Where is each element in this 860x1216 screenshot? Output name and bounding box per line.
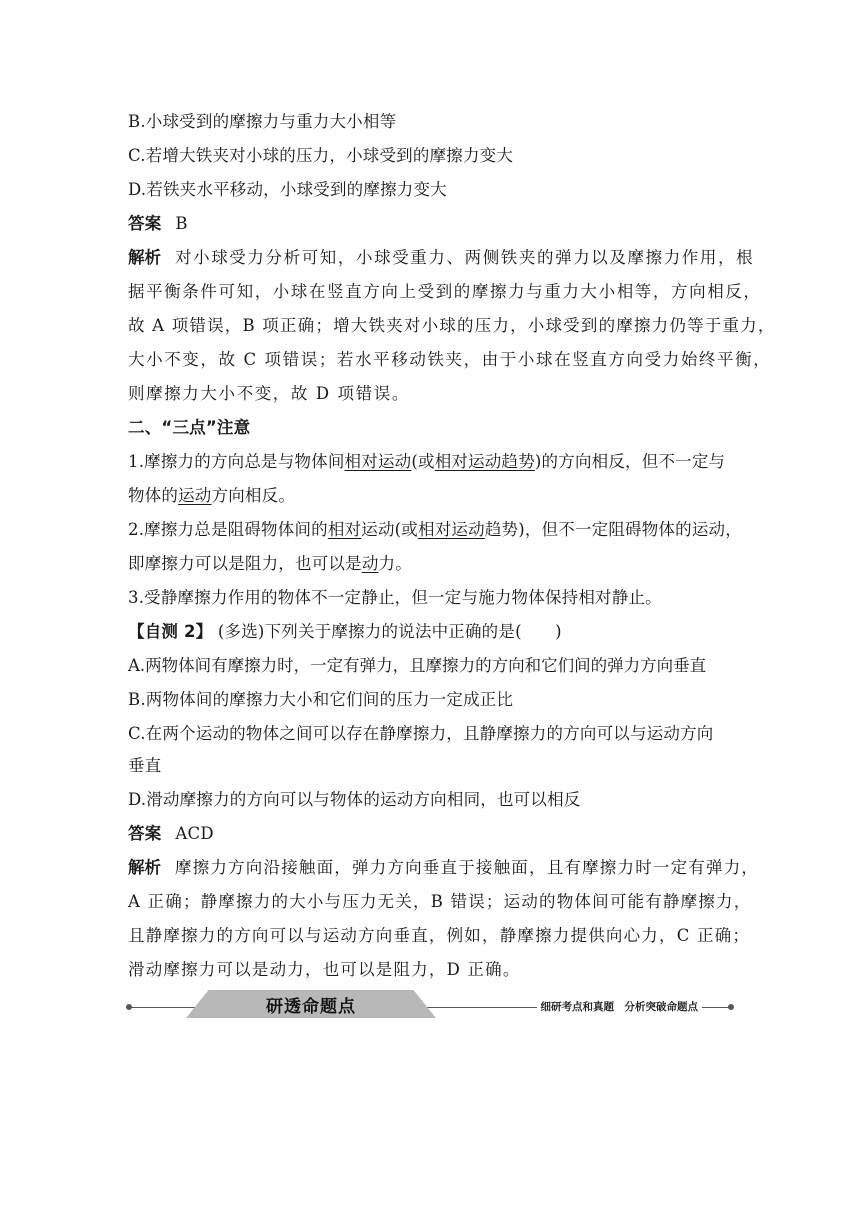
q1-analysis-line-1: 解析 对小球受力分析可知，小球受重力、两侧铁夹的弹力以及摩擦力作用，根 (128, 248, 755, 267)
q2-analysis-line-1: 解析 摩擦力方向沿接触面，弹力方向垂直于接触面，且有摩擦力时一定有弹力， (128, 858, 760, 877)
analysis-label: 解析 (128, 858, 161, 877)
answer-label: 答案 (128, 824, 162, 843)
banner-dot-right (728, 1004, 734, 1010)
q2-answer (128, 822, 214, 846)
answer-value: ACD (175, 824, 214, 843)
q2-analysis-line-4: 滑动摩擦力可以是动力，也可以是阻力，D 正确。 (128, 960, 521, 979)
q1-answer (128, 212, 188, 236)
q2-analysis-line-3: 且静摩擦力的方向可以与运动方向垂直，例如，静摩擦力提供向心力，C 正确； (128, 926, 751, 945)
q2-option-d: D.滑动摩擦力的方向可以与物体的运动方向相同，也可以相反 (128, 790, 581, 809)
answer-value: B (175, 214, 188, 233)
note-1-line-1: 1.摩擦力的方向总是与物体间相对运动(或相对运动趋势)的方向相反，但不一定与 (128, 452, 726, 471)
section-title: 研透命题点 (266, 997, 356, 1017)
underlined-term: 相对运动 (344, 452, 412, 471)
note-1-line-2: 物体的运动方向相反。 (128, 486, 296, 505)
underlined-term: 运动 (178, 486, 212, 505)
q1-option-c: C.若增大铁夹对小球的压力，小球受到的摩擦力变大 (128, 146, 514, 165)
q1-analysis-line-3: 故 A 项错误，B 项正确；增大铁夹对小球的压力，小球受到的摩擦力仍等于重力， (128, 316, 776, 335)
note-2-line-2: 即摩擦力可以是阻力，也可以是动力。 (128, 554, 412, 573)
q2-tag: 【自测 2】 (128, 622, 213, 641)
q2-option-b: B.两物体间的摩擦力大小和它们间的压力一定成正比 (128, 690, 514, 709)
underlined-term: 相对 (327, 520, 362, 539)
q2-option-c-line-2: 垂直 (128, 756, 162, 775)
q2-stem: 【自测 2】 (多选)下列关于摩擦力的说法中正确的是( ) (128, 622, 562, 641)
underlined-term: 相对运动 (418, 520, 485, 539)
underlined-term: 相对运动趋势 (434, 452, 535, 471)
q2-analysis-line-2: A 正确；静摩擦力的大小与压力无关，B 错误；运动的物体间可能有静摩擦力， (128, 892, 752, 911)
note-3: 3.受静摩擦力作用的物体不一定静止，但一定与施力物体保持相对静止。 (128, 588, 662, 607)
section-banner (128, 990, 732, 1022)
answer-label: 答案 (128, 214, 162, 233)
banner-dot-left (126, 1004, 132, 1010)
q1-option-b: B.小球受到的摩擦力与重力大小相等 (128, 112, 397, 131)
q2-option-a: A.两物体间有摩擦力时，一定有弹力，且摩擦力的方向和它们间的弹力方向垂直 (128, 656, 707, 675)
q1-analysis-line-4: 大小不变，故 C 项错误；若水平移动铁夹，由于小球在竖直方向受力始终平衡， (128, 350, 772, 369)
analysis-label: 解析 (128, 248, 161, 267)
q1-analysis-line-2: 据平衡条件可知，小球在竖直方向上受到的摩擦力与重力大小相等，方向相反， (128, 282, 762, 301)
section-note: 细研考点和真题 分析突破命题点 (537, 999, 703, 1014)
q2-option-c-line-1: C.在两个运动的物体之间可以存在静摩擦力，且静摩擦力的方向可以与运动方向 (128, 724, 714, 743)
underlined-term: 动 (361, 554, 379, 573)
notes-heading: 二、“三点”注意 (128, 418, 251, 437)
q1-option-d: D.若铁夹水平移动，小球受到的摩擦力变大 (128, 180, 447, 199)
q1-analysis-line-5: 则摩擦力大小不变，故 D 项错误。 (128, 384, 410, 403)
note-2-line-1: 2.摩擦力总是阻碍物体间的相对运动(或相对运动趋势)，但不一定阻碍物体的运动， (128, 520, 742, 539)
